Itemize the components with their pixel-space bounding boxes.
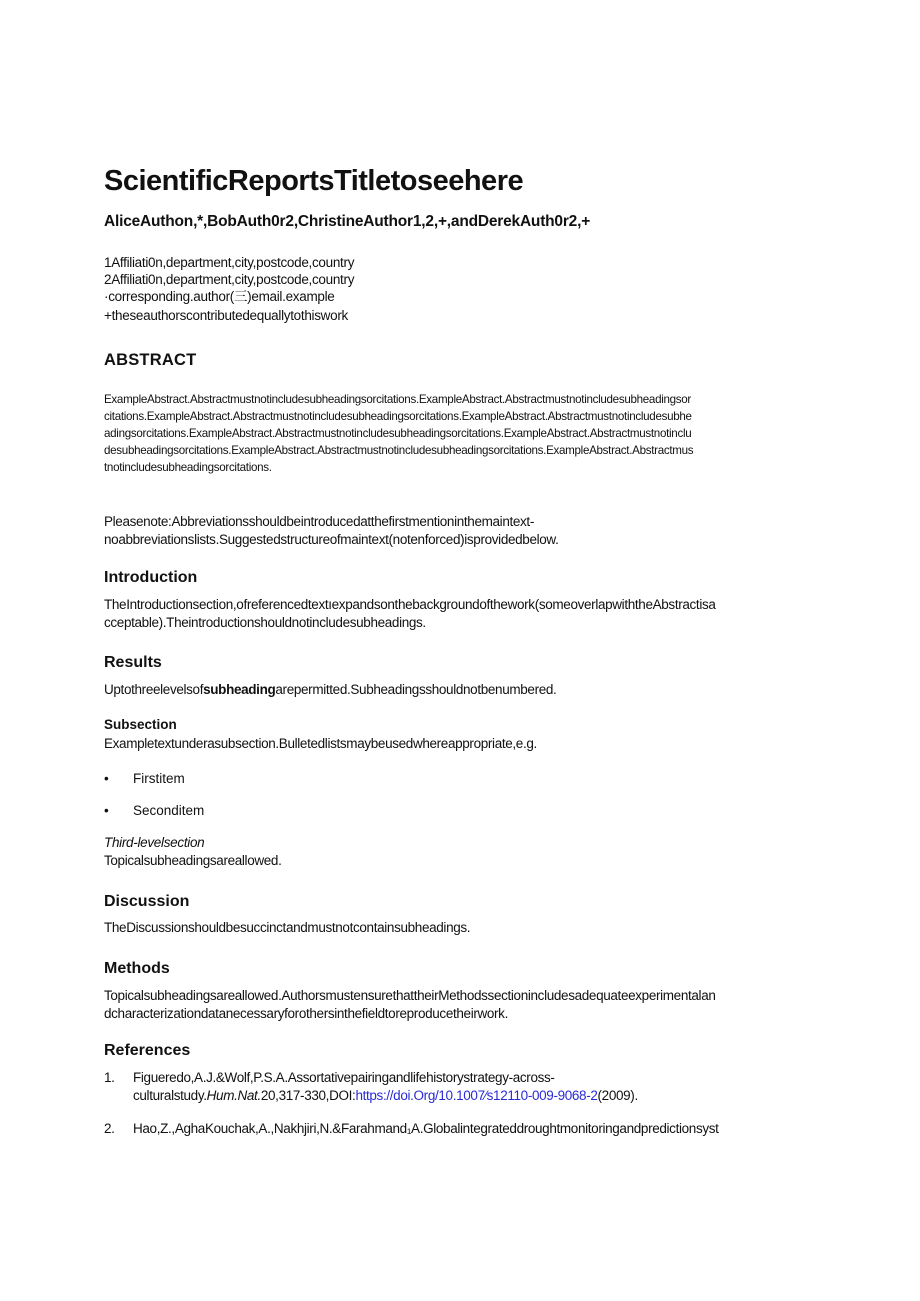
equal-contribution-note: +theseauthorscontributedequallytothiswork [104, 308, 348, 323]
introduction-line: cceptable).Theintroductionshouldnotincludesubheadings. [104, 614, 426, 630]
subsection-heading: Subsection [104, 717, 177, 732]
reference-journal: Hum.Nat. [206, 1088, 261, 1103]
reference-text: Figueredo,A.J.&Wolf,P.S.A.Assortativepairingandlifehistorystrategy-across- [133, 1070, 555, 1085]
methods-line: dcharacterizationdatanecessaryforothersinthefieldtoreproducetheirwork. [104, 1005, 508, 1021]
results-text-before: Uptothreelevelsof [104, 682, 204, 697]
methods-heading: Methods [104, 960, 170, 977]
introduction-line: TheIntroductionsection,ofreferencedtextıexpandsonthebackgroundofthework(someoverlapwiththeAbstractisa [104, 597, 716, 612]
methods-text [104, 987, 814, 1022]
reference-doi-link[interactable]: https://doi.Org/10.1007⁄s12110-009-9068-2 [355, 1088, 598, 1103]
abbreviation-note [104, 513, 814, 548]
subsection-text: Exampletextunderasubsection.Bulletedlistsmaybeusedwhereappropriate,e.g. [104, 736, 537, 751]
results-text [104, 681, 814, 699]
discussion-text: TheDiscussionshouldbesuccinctandmustnotcontainsubheadings. [104, 920, 471, 935]
reference-text: Hao,Z.,AghaKouchak,A.,Nakhjiri,N.&Farahmand₁A.Globalintegrateddroughtmonitoringandpredictionsyst [133, 1121, 719, 1136]
bullet-glyph: • [104, 803, 109, 818]
abstract-line: ExampleAbstract.Abstractmustnotincludesubheadingsorcitations.ExampleAbstract.Abstractmustnotincludesubheadingsor [104, 393, 691, 406]
abstract-line: desubheadingsorcitations.ExampleAbstract.Abstractmustnotincludesubheadingsorcitations.ExampleAbstract.Abstractmus [104, 444, 694, 457]
third-level-text: Topicalsubheadingsareallowed. [104, 853, 282, 868]
reference-item [104, 1120, 719, 1138]
bullet-glyph: • [104, 771, 109, 786]
bullet-item [104, 803, 204, 818]
affiliation-1: 1Affiliati0n,department,city,postcode,country [104, 255, 355, 270]
reference-text: (2009). [597, 1088, 638, 1103]
abstract-line: citations.ExampleAbstract.Abstractmustnotincludesubheadingsorcitations.ExampleAbstract.Abstractmustnotincludesubhe [104, 410, 692, 423]
bullet-item-text: Firstitem [133, 771, 185, 786]
introduction-heading: Introduction [104, 569, 198, 586]
discussion-heading: Discussion [104, 893, 190, 910]
author-list: AliceAuthon,*,BobAuth0r2,ChristineAuthor1,2,+,andDerekAuth0r2,+ [104, 213, 591, 230]
paper-title: ScientificReportsTitletoseehere [104, 165, 524, 197]
note-line: noabbreviationslists.Suggestedstructureofmaintext(notenforced)isprovidedbelow. [104, 531, 559, 547]
reference-text: 20,317-330,DOI: [260, 1088, 356, 1103]
reference-number: 1. [104, 1070, 115, 1085]
abstract-line: tnotincludesubheadingsorcitations. [104, 461, 272, 474]
abstract-text [104, 391, 814, 476]
results-text-bold: subheading [203, 682, 276, 697]
bullet-item-text: Seconditem [133, 803, 205, 818]
reference-text: culturalstudy. [133, 1088, 207, 1103]
abstract-heading: ABSTRACT [104, 351, 197, 369]
bullet-item [104, 771, 185, 786]
affiliation-2: 2Affiliati0n,department,city,postcode,country [104, 272, 355, 287]
reference-number: 2. [104, 1121, 115, 1136]
reference-item [104, 1069, 638, 1105]
abstract-line: adingsorcitations.ExampleAbstract.Abstractmustnotincludesubheadingsorcitations.ExampleAbstract.Abstractmustnotinclu [104, 427, 692, 440]
results-heading: Results [104, 654, 162, 671]
results-text-after: arepermitted.Subheadingsshouldnotbenumbered. [275, 682, 557, 697]
methods-line: Topicalsubheadingsareallowed.AuthorsmustensurethattheirMethodssectionincludesadequateexperimentalan [104, 988, 716, 1003]
introduction-text [104, 596, 814, 631]
references-heading: References [104, 1042, 191, 1059]
third-level-heading: Third-levelsection [104, 835, 205, 850]
note-line: Pleasenote:Abbreviationsshouldbeintroducedatthefirstmentioninthemaintext- [104, 514, 534, 529]
corresponding-author: ·corresponding.author(三)email.example [104, 289, 335, 304]
